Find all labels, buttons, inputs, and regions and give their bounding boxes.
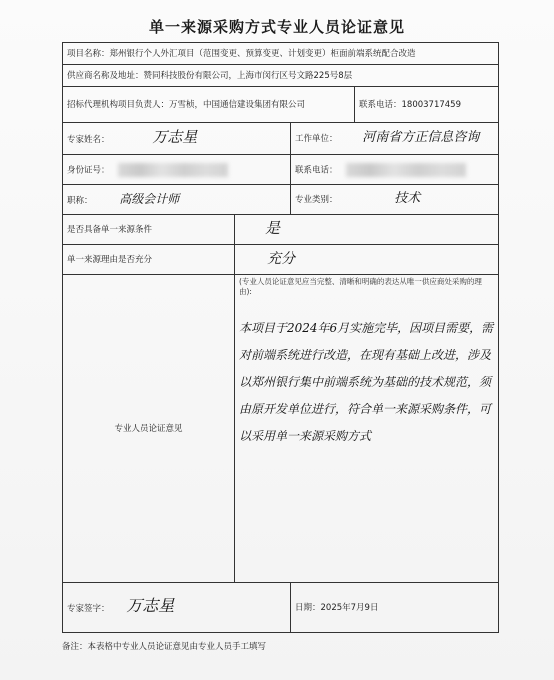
category-label: 专业类别： [295, 195, 338, 205]
category-handwriting: 技术 [394, 191, 421, 206]
title-handwriting: 高级会计师 [119, 191, 180, 206]
supplier-label: 供应商名称及地址： [67, 70, 144, 81]
condition-handwriting: 是 [265, 219, 281, 237]
date-value: 2025年7月9日 [320, 602, 379, 613]
reason-row [63, 245, 499, 275]
expert-phone-label: 联系电话： [295, 165, 338, 175]
condition-row [63, 215, 499, 245]
id-number-redacted [118, 163, 228, 177]
date-label: 日期： [295, 602, 321, 613]
expert-name-label: 专家姓名： [67, 135, 110, 145]
page-title: 单一来源采购方式专业人员论证意见 [148, 18, 405, 36]
expert-title-row [63, 185, 499, 215]
signature-row [63, 583, 499, 633]
expert-opinion-form [62, 42, 499, 633]
agent-row [63, 87, 499, 123]
supplier-row [63, 65, 499, 87]
footer-note: 备注：本表格中专业人员论证意见由专业人员手工填写 [62, 642, 267, 652]
expert-id-row [63, 155, 499, 185]
project-value: 郑州银行个人外汇项目（范围变更、预算变更、计划变更）柜面前端系统配合改造 [109, 48, 416, 59]
expert-name-row [63, 123, 499, 155]
opinion-note: (专业人员论证意见应当完整、清晰和明确的表达从唯一供应商处采购的理由): [239, 277, 482, 296]
signature-handwriting: 万志星 [126, 596, 175, 615]
project-label: 项目名称： [67, 48, 110, 59]
signature-label: 专家签字： [67, 604, 110, 614]
opinion-handwriting: 本项目于2024年6月实施完毕，因项目需要，需对前端系统进行改造，在现有基础上改进，涉及以郑州银行集中前端系统为基础的技术规范，须由原开发单位进行，符合单一来源采购条件，可以采用单一来源采购方式 [239, 321, 494, 443]
id-number-label: 身份证号： [67, 165, 110, 175]
opinion-row [63, 275, 499, 583]
reason-handwriting: 充分 [267, 250, 295, 267]
agent-phone-label: 联系电话： [359, 99, 402, 110]
agent-text: 招标代理机构项目负责人：万雪桢，中国通信建设集团有限公司 [63, 87, 355, 123]
expert-phone-redacted [346, 163, 466, 177]
supplier-value: 赞同科技股份有限公司，上海市闵行区号文路225号8层 [143, 70, 353, 81]
reason-label: 单一来源理由是否充分 [63, 245, 235, 275]
opinion-label: 专业人员论证意见 [63, 275, 235, 583]
title-label: 职称： [67, 195, 93, 206]
work-unit-label: 工作单位： [295, 134, 338, 144]
condition-label: 是否具备单一来源条件 [63, 215, 235, 245]
project-row [63, 43, 499, 65]
work-unit-handwriting: 河南省方正信息咨询 [362, 130, 480, 145]
agent-phone: 18003717459 [401, 99, 462, 110]
expert-name-handwriting: 万志星 [152, 128, 198, 146]
